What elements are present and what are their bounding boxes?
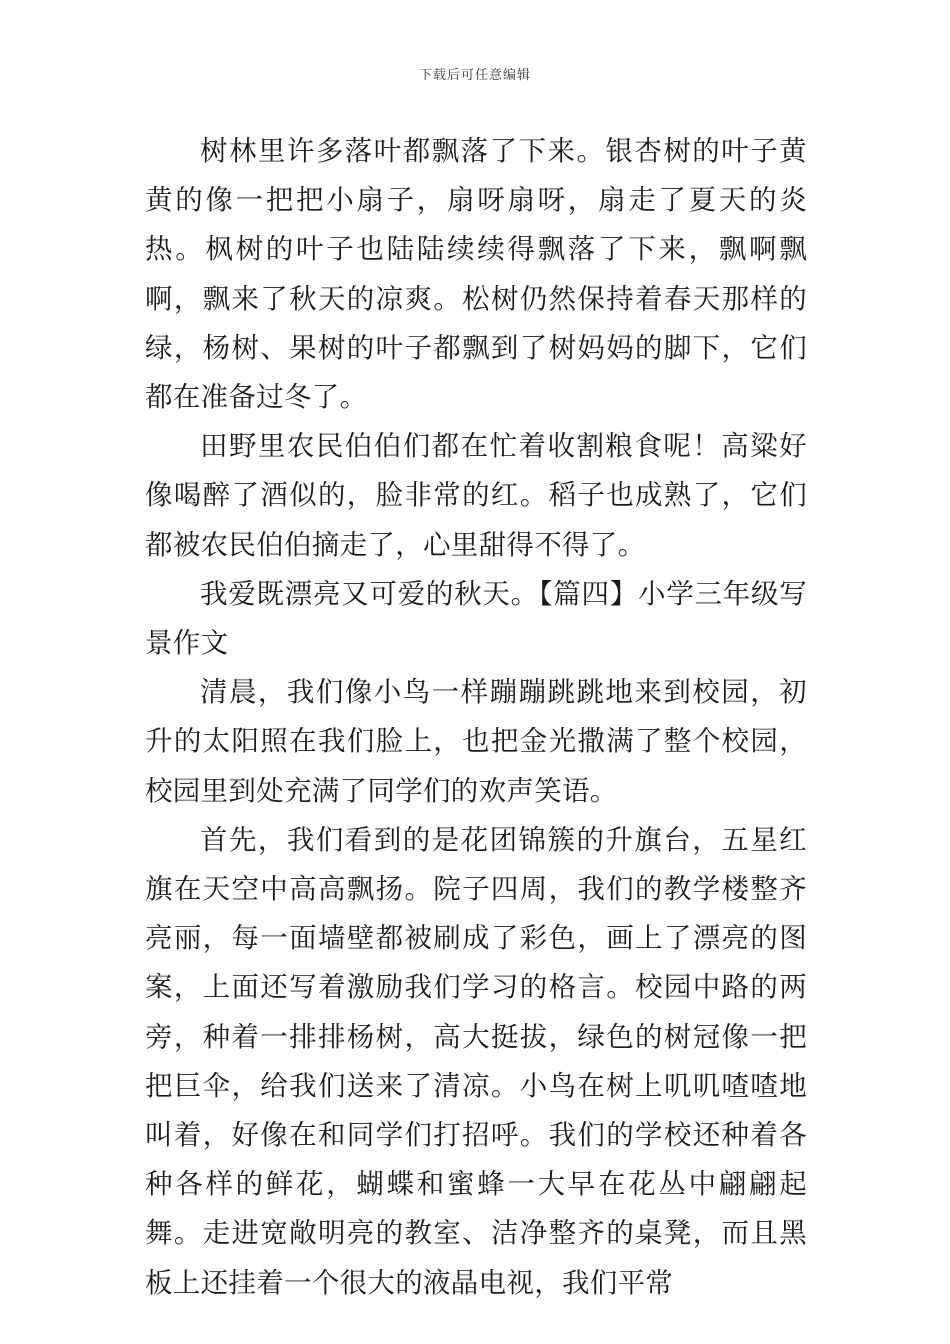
page-header-note: 下载后可任意编辑 [418,68,531,83]
paragraph-morning-campus: 清晨，我们像小鸟一样蹦蹦跳跳地来到校园，初升的太阳照在我们脸上，也把金光撒满了整个校园，校园里到处充满了同学们的欢声笑语。 [145,676,807,807]
document-body [145,127,807,1308]
paragraph-autumn-trees: 树林里许多落叶都飘落了下来。银杏树的叶子黄黄的像一把把小扇子，扇呀扇呀，扇走了夏天的炎热。枫树的叶子也陆陆续续得飘落了下来，飘啊飘啊，飘来了秋天的凉爽。松树仍然保持着春天那样的绿，杨树、果树的叶子都飘到了树妈妈的脚下，它们都在准备过冬了。 [145,135,807,414]
paragraph-fields: 田野里农民伯伯们都在忙着收割粮食呢！高粱好像喝醉了酒似的，脸非常的红。稻子也成熟了，它们都被农民伯伯摘走了，心里甜得不得了。 [145,430,807,561]
paragraph-campus-description: 首先，我们看到的是花团锦簇的升旗台，五星红旗在天空中高高飘扬。院子四周，我们的教学楼整齐亮丽，每一面墙壁都被刷成了彩色，画上了漂亮的图案，上面还写着激励我们学习的格言。校园中路的两旁，种着一排排杨树，高大挺拔，绿色的树冠像一把把巨伞，给我们送来了清凉。小鸟在树上叽叽喳喳地叫着，好像在和同学们打招呼。我们的学校还种着各种各样的鲜花，蝴蝶和蜜蜂一大早在花丛中翩翩起舞。走进宽敞明亮的教室、洁净整齐的桌凳，而且黑板上还挂着一个很大的液晶电视，我们平常 [145,823,807,1299]
paragraph-love-autumn: 我爱既漂亮又可爱的秋天。【篇四】小学三年级写景作文 [145,577,807,660]
